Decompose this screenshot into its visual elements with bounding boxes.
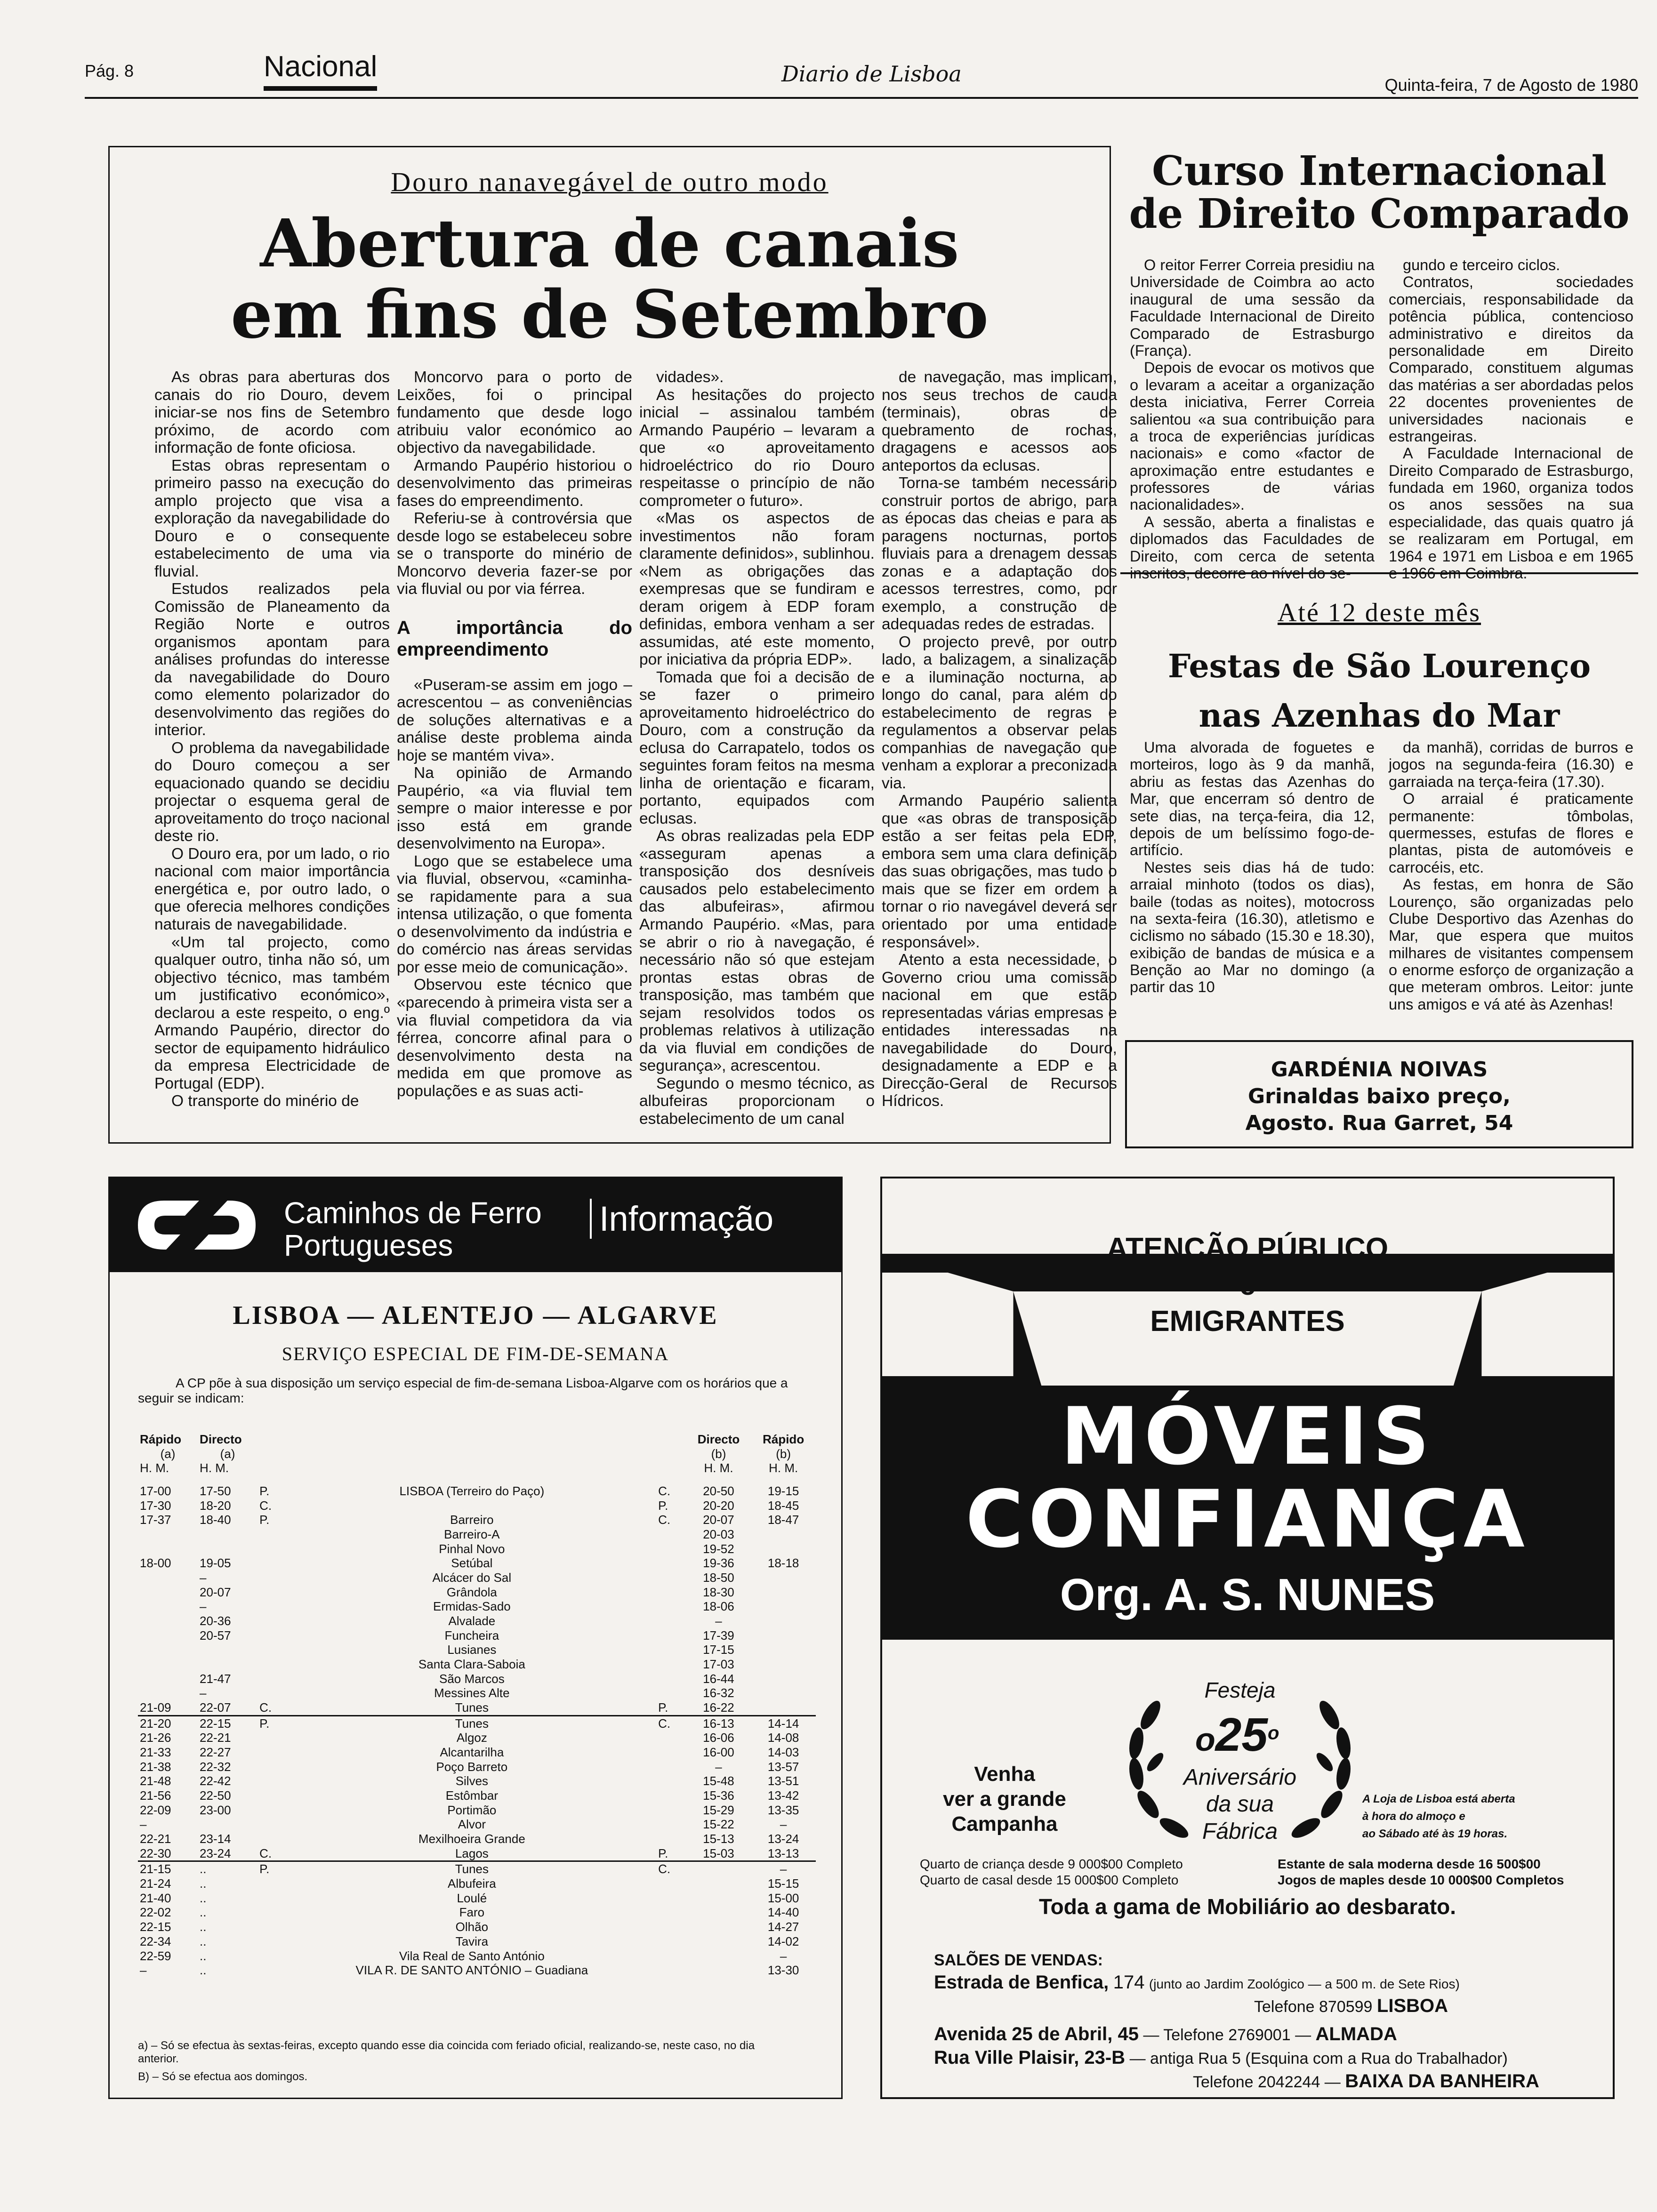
ad-tagline: Toda a gama de Mobiliário ao desbarato. <box>1038 1894 1456 1919</box>
timetable-row: 21-56 22-50 Estômbar 15-36 13-42 <box>140 1788 799 1803</box>
douro-column-3: vidades». As hesitações do projecto inicial – assinalou também Armando Paupério – levaram a que «o aproveitamento hidroeléctrico do rio Douro respeitasse o princípio de não comprometer o futuro». «Mas os aspectos de investimentos não foram claramente definidos», sublinhou. «Nem as obrigações das exempresas que se fundiram e deram origem à EDP foram definidas, embora venham a ser assumidas, até este momento, por iniciativa da própria EDP». Tomada que foi a decisão de se fazer o primeiro aproveitamento hidroeléctrico do Douro, com a construção da eclusa do Carrapatelo, todos os seguintes foram feitos na mesma linha de orientação e ficaram, portanto, equipados com eclusas. As obras realizadas pela EDP «asseguram apenas a transposição dos desníveis causados pelo estabelecimento das albufeiras», afirmou Armando Paupério. «Mas, para se abrir o rio à navegação, é necessário não só que estejam prontas estas obras de transposição, mas também que sejam resolvidos todos os problemas relativos à utilização da via fluvial em condições de segurança», acrescentou. Segundo o mesmo técnico, as albufeiras proporcionam o estabelecimento de um canal <box>639 369 875 1128</box>
section-title: Nacional <box>264 50 377 91</box>
cp-banner <box>110 1178 841 1272</box>
timetable-row: Lusianes 17-15 <box>447 1643 734 1657</box>
douro-subhead: A importância do empreendimento <box>397 617 632 660</box>
festas-article <box>1120 598 1638 1050</box>
ad-campaign: Venha ver a grande Campanha <box>943 1763 1066 1835</box>
timetable-row: 21-40 .. Loulé 15-00 <box>140 1891 799 1905</box>
ad-brand: MÓVEIS CONFIANÇA <box>965 1390 1529 1566</box>
douro-column-2: Moncorvo para o porto de Leixões, foi o principal fundamento que desde logo atribuiu valor económico ao objectivo da navegabilidade. Armando Paupério historiou o desenvolvimento das primeiras fases do empreendimento. Referiu-se à controvérsia que desde logo se estabeleceu sobre se o transporte do minério de Moncorvo deveria fazer-se por via fluvial ou por via férrea. A importância do empreendimento «Puseram-se assim em jogo – acrescentou – as conveniências de soluções alternativas e a análise deste problema ainda hoje se mantém viva». Na opinião de Armando Paupério, «a via fluvial tem sempre o maior interesse e por isso está em grande desenvolvimento na Europa». Logo que se estabelece uma via fluvial, observou, «caminha-se rapidamente para a sua intensa utilização, o que fomenta o desenvolvimento da indústria e do comércio nas áreas servidas por esse meio de comunicação». Observou este técnico que «parecendo à primeira vista ser a via fluvial competidora da via férrea, concorre afinal para o desenvolvimento desta na medida em que promove as populações e as suas acti- <box>397 369 632 1100</box>
festas-headline: Festas de São Lourenço nas Azenhas do Mar <box>1167 648 1591 735</box>
timetable-row: 21-15 .. P. Tunes C. – <box>138 1861 816 1876</box>
curso-headline: Curso Internacional de Direito Comparado <box>1129 147 1630 238</box>
festas-kicker: Até 12 deste mês <box>1277 598 1481 627</box>
timetable-row: 21-09 22-07 C. Tunes P. 16-22 <box>140 1700 734 1715</box>
cp-service-title: SERVIÇO ESPECIAL DE FIM-DE-SEMANA <box>282 1343 669 1364</box>
timetable-row: – Alcácer do Sal 18-50 <box>200 1571 734 1585</box>
douro-headline: Abertura de canais em fins de Setembro <box>231 205 989 354</box>
newspaper-name: Diario de Lisboa <box>781 61 962 87</box>
cp-timetable <box>138 1484 816 1978</box>
timetable-row: 22-59 .. Vila Real de Santo António – <box>140 1948 787 1963</box>
curso-article <box>1120 146 1638 582</box>
timetable-row: Santa Clara-Saboia 17-03 <box>418 1657 734 1672</box>
timetable-row: 17-30 18-20 C. P. 20-20 18-45 <box>140 1498 799 1513</box>
timetable-row: 21-33 22-27 Alcantarilha 16-00 14-03 <box>140 1745 799 1760</box>
timetable-row: 18-00 19-05 Setúbal 19-36 18-18 <box>140 1556 799 1571</box>
curso-column-1: O reitor Ferrer Correia presidiu na Universidade de Coimbra ao acto inaugural de uma sessão da Faculdade Internacional de Direito Comparado de Estrasburgo (França). Depois de evocar os motivos que o levaram a aceitar a organização desta iniciativa, Ferrer Correia salientou «a sua contribuição para a troca de experiências jurídicas nacionais» e como «factor de aproximação entre estudantes e professores de várias nacionalidades». A sessão, aberta a finalistas e diplomados das Faculdades de Direito, com cerca de setenta inscritos, decorre ao nível do se- <box>1130 256 1375 582</box>
moveis-confianca-ad: ATENÇÃO PÚBLICO e EMIGRANTES MÓVEIS CONFIANÇA Org. A. S. NUNES Festeja o25$^o$ Aniversário da sua Fábrica Venha ver a grande Campanha A Loja de Lisboa está aberta à hora do almoço e ao Sábado até às 19 horas. Quarto de criança desde 9 000$00 Completo Quarto de casal desde 15 000$00 Completo Estante de sala moderna desde 16 500$00 Jogos de maples desde 10 000$00 Completos Toda a gama de Mobiliário ao desbarato. SALÕES DE VENDAS: Estrada de Benfica, 174 (junto ao Jardim Zoológico — a 500 m. de Sete Rios) Telefone 870599 LISBOA Avenida 25 de Abril, 45 — Telefone 2769001 — ALMADA Rua Ville Plaisir, 23-B — antiga Rua 5 (Esquina com a Rua do Trabalhador) Telefone 2042244 — BAIXA DA BANHEIRA <box>880 1177 1615 2099</box>
cp-intro: A CP põe à sua disposição um serviço especial de fim-de-semana Lisboa-Algarve com os horários que a seguir se indicam: <box>138 1376 788 1406</box>
timetable-row: 22-21 23-14 Mexilhoeira Grande 15-13 13-24 <box>140 1832 799 1846</box>
timetable-row: – Messines Alte 16-32 <box>200 1686 734 1700</box>
timetable-row: Pinhal Novo 19-52 <box>439 1541 734 1556</box>
timetable-row: 21-38 22-32 Poço Barreto – 13-57 <box>140 1759 799 1774</box>
timetable-row: 21-47 São Marcos 16-44 <box>200 1671 734 1686</box>
timetable-row: 20-36 Alvalade – <box>200 1614 722 1628</box>
ad-attention: ATENÇÃO PÚBLICO e EMIGRANTES <box>1106 1232 1389 1338</box>
timetable-row: 22-02 .. Faro 14-40 <box>140 1905 799 1920</box>
timetable-row: 17-00 17-50 P. LISBOA (Terreiro do Paço) C. 20-50 19-15 <box>140 1484 799 1498</box>
timetable-row: – Ermidas-Sado 18-06 <box>200 1599 734 1614</box>
douro-kicker: Douro nanavegável de outro modo <box>391 167 828 197</box>
timetable-row: 22-15 .. Olhão 14-27 <box>140 1920 799 1934</box>
timetable-row: 22-34 .. Tavira 14-02 <box>140 1934 799 1948</box>
ad-store-hours: A Loja de Lisboa está aberta à hora do almoço e ao Sábado até às 19 horas. <box>1362 1793 1515 1841</box>
masthead <box>85 47 1638 99</box>
cp-brand: Caminhos de Ferro Portugueses <box>284 1196 542 1263</box>
page-number: Pág. 8 <box>85 61 134 80</box>
timetable-row: – .. VILA R. DE SANTO ANTÓNIO – Guadiana 13-30 <box>140 1963 799 1978</box>
timetable-row: 17-37 18-40 P. Barreiro C. 20-07 18-47 <box>140 1513 799 1527</box>
timetable-row: 22-09 23-00 Portimão 15-29 13-35 <box>140 1803 799 1817</box>
timetable-row: 21-24 .. Albufeira 15-15 <box>140 1876 799 1891</box>
timetable-row: Barreiro-A 20-03 <box>444 1527 734 1542</box>
douro-column-4: de navegação, mas implicam, nos seus trechos de cauda (terminais), obras de quebramento de rochas, dragagens e acessos aos anteportos da eclusas. Torna-se também necessário construir portos de abrigo, para as épocas das cheias e para as paragens nocturnas, portos fluviais para a drenagem dessas zonas e a adaptação dos acessos terrestres, como, por exemplo, a construção de adequadas redes de estradas. O projecto prevê, por outro lado, a balizagem, a sinalização e a iluminação nocturna, ao longo do canal, para além do estabelecimento de regras e regulamentos a observar pelas companhias de navegação que venham a explorar a preconizada via. Armando Paupério salienta que «as obras de transposição estão a ser feitas pela EDP, embora sem uma clara definição das suas obrigações, mas tudo o mais que se fizer em ordem a tornar o rio navegável deverá ser orientado por uma entidade responsável». Atento a esta necessidade, o Governo criou uma comissão nacional em que estão representadas várias empresas e entidades interessadas na navegabilidade do Douro, designadamente a EDP e a Direcção-Geral de Recursos Hídricos. <box>882 369 1117 1110</box>
timetable-row: 21-26 22-21 Algoz 16-06 14-08 <box>140 1731 799 1745</box>
timetable-row: 20-57 Funcheira 17-39 <box>200 1628 734 1643</box>
curso-column-2: gundo e terceiro ciclos. Contratos, sociedades comerciais, responsabilidade da potência pública, contencioso administrativo e direitos da personalidade em Direito Comparado, constituem algumas das matérias a ser abordadas pelos 22 docentes provenientes de universidades nacionais e estrangeiras. A Faculdade Internacional de Direito Comparado de Estrasburgo, fundada em 1960, organiza todos os anos sessões na sua especialidade, das quais quatro já se realizaram em Portugal, em 1964 e 1971 em Lisboa e em 1965 e 1966 em Coimbra. <box>1389 256 1633 582</box>
cp-info-label: Informação <box>590 1199 773 1239</box>
timetable-row: 21-48 22-42 Silves 15-48 13-51 <box>140 1774 799 1788</box>
douro-column-1: As obras para aberturas dos canais do rio Douro, devem iniciar-se nos fins de Setembro próximo, de acordo com informação de fonte oficiosa. Estas obras representam o primeiro passo na execução do amplo projecto que visa a exploração da navegabilidade do Douro e o consequente estabelecimento de uma via fluvial. Estudos realizados pela Comissão de Planeamento da Região Norte e outros organismos apontam para análises profundas do interesse da navegabilidade do Douro como elemento polarizador do desenvolvimento das regiões do interior. O problema da navegabilidade do Douro começou a ser equacionado quando se decidiu projectar o esquema geral de aproveitamento do troço nacional deste rio. O Douro era, por um lado, o rio nacional com maior importância energética e, por outro lado, o que oferecia melhores condições naturais de navegabilidade. «Um tal projecto, como qualquer outro, tinha não só, um objectivo técnico, mas também um justificativo económico», declarou a este respeito, o eng.º Armando Paupério, director do sector de equipamento hidráulico da empresa Electricidade de Portugal (EDP). O transporte do minério de <box>154 369 390 1110</box>
ad-org: Org. A. S. NUNES <box>1060 1570 1435 1620</box>
issue-date: Quinta-feira, 7 de Agosto de 1980 <box>1384 75 1638 95</box>
anniversary-medal: Festeja o25$^o$ Aniversário da sua Fábrica <box>1099 1663 1381 1861</box>
gardenia-ad: GARDÉNIA NOIVAS Grinaldas baixo preço, Agosto. Rua Garret, 54 <box>1125 1040 1633 1148</box>
timetable-row: 22-30 23-24 C. Lagos P. 15-03 13-13 <box>140 1846 799 1860</box>
cp-notes: a) – Só se efectua às sextas-feiras, excepto quando esse dia coincida com feriado oficial, realizando-se, neste caso, no dia anterior. B) – Só se efectua aos domingos. <box>138 2039 755 2083</box>
timetable-row: – Alvor 15-22 – <box>140 1817 787 1832</box>
cp-timetable-header: Rápido Directo Directo Rápido (a) (a) (b) (b) H. M. H. M. H. M. H. M. <box>140 1432 804 1475</box>
douro-article <box>108 146 1117 1144</box>
ad-addresses: SALÕES DE VENDAS: Estrada de Benfica, 174 (junto ao Jardim Zoológico — a 500 m. de Sete Rios) Telefone 870599 LISBOA Avenida 25 de Abril, 45 — Telefone 2769001 — ALMADA Rua Ville Plaisir, 23-B — antiga Rua 5 (Esquina com a Rua do Trabalhador) Telefone 2042244 — BAIXA DA BANHEIRA <box>934 1951 1539 2092</box>
festas-column-1: Uma alvorada de foguetes e morteiros, logo às 9 da manhã, abriu as festas das Azenhas do Mar, que encerram só dentro de sete dias, na terça-feira, dia 12, depois de um belíssimo fogo-de-artifício. Nestes seis dias há de tudo: arraial minhoto (todos os dias), baile (todas as noites), motocross na sexta-feira (16.30), atletismo e ciclismo no sábado (15.30 e 18.30), exibição de bandas de música e a Benção ao Mar no domingo (a partir das 10 <box>1130 739 1375 996</box>
timetable-row: 20-07 Grândola 18-30 <box>200 1585 734 1599</box>
timetable-row: 21-20 22-15 P. Tunes C. 16-13 14-14 <box>138 1715 816 1731</box>
cp-timetable-ad <box>108 1177 843 2099</box>
cp-logo-icon <box>129 1191 265 1259</box>
cp-route-title: LISBOA — ALENTEJO — ALGARVE <box>233 1301 718 1330</box>
festas-column-2: da manhã), corridas de burros e jogos na segunda-feira (16.30) e garraiada na terça-feira (17.30). O arraial é praticamente permanente: tômbolas, quermesses, estufas de flores e plantas, pista de automóveis e carrocéis, etc. As festas, em honra de São Lourenço, são organizadas pelo Clube Desportivo das Azenhas do Mar, que espera que muitos milhares de visitantes compensem o enorme esforço de organização a que meteram ombros. Leitor: junte uns amigos e vá até às Azenhas! <box>1389 739 1633 1013</box>
